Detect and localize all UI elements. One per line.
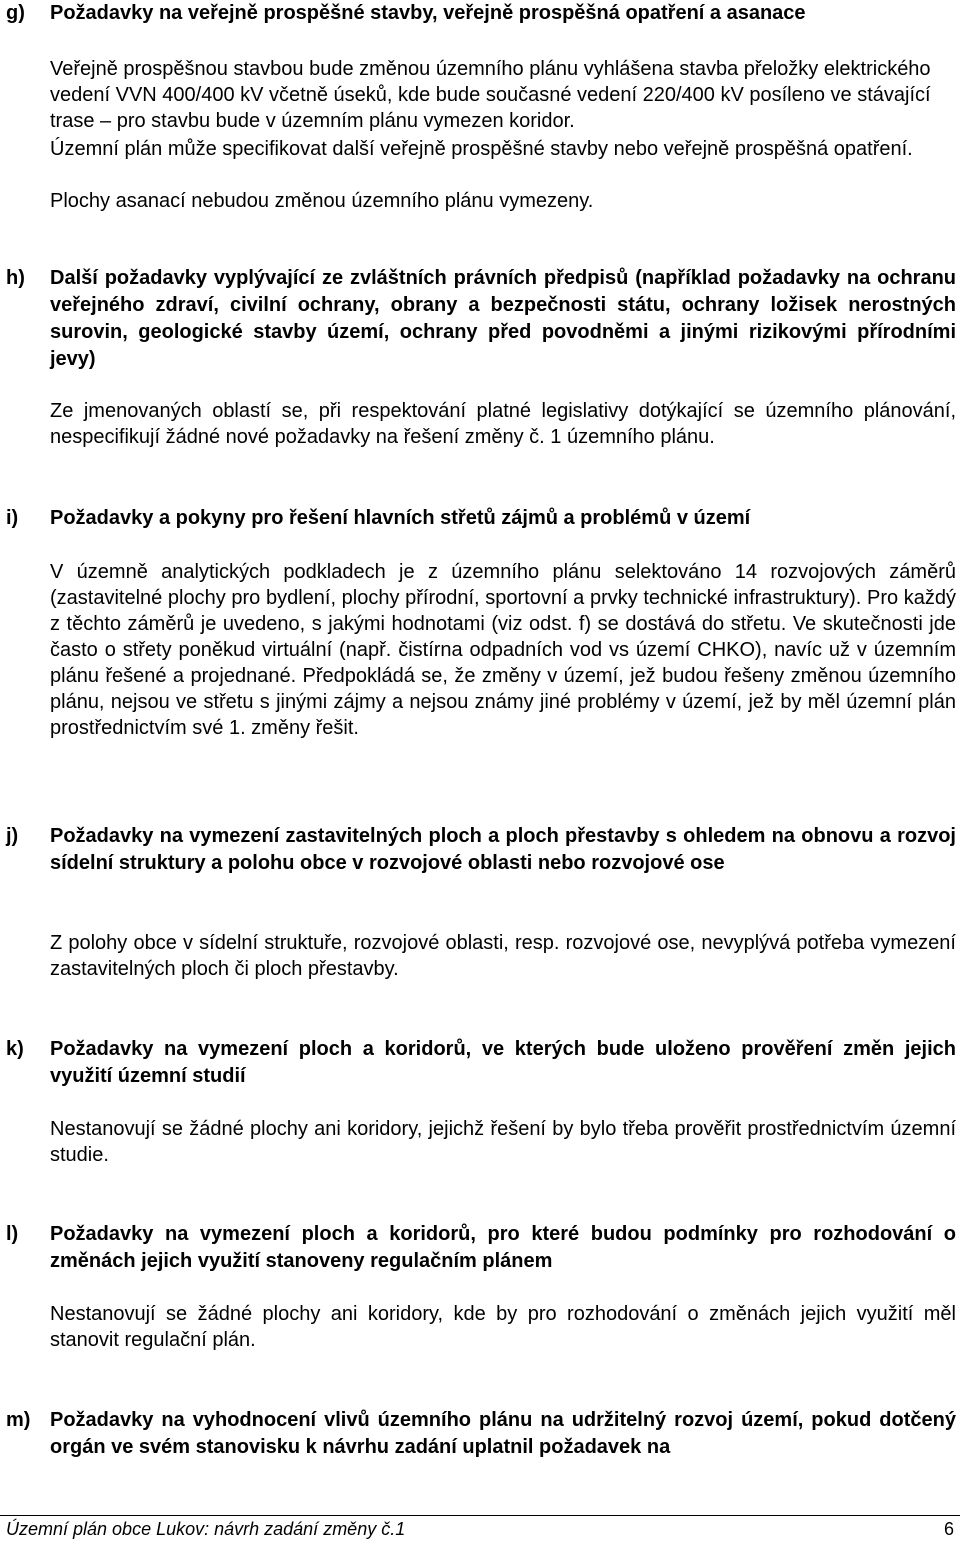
paragraph: Nestanovují se žádné plochy ani koridory, kde by pro rozhodování o změnách jejich využití měl stanovit regulační plán. [50,1303,956,1351]
section-heading: Požadavky na veřejně prospěšné stavby, veřejně prospěšná opatření a asanace [50,2,806,24]
section-letter: h) [6,267,25,289]
paragraph: Plochy asanací nebudou změnou územního plánu vymezeny. [50,190,594,212]
paragraph: Nestanovují se žádné plochy ani koridory, jejichž řešení by bylo třeba prověřit prostřednictvím územní studie. [50,1118,956,1166]
section-heading: Požadavky a pokyny pro řešení hlavních střetů zájmů a problémů v území [50,507,751,529]
section-letter: m) [6,1409,31,1431]
paragraph: V územně analytických podkladech je z územního plánu selektováno 14 rozvojových záměrů (zastavitelné plochy pro bydlení, plochy přírodní, sportovní a prvky technické infrastruktury). Pro každý z těchto záměrů je uvedeno, s jakými hodnotami (viz odst. f) se dostává do střetu. Ve skutečnosti jde často o střety poněkud virtuální (např. čistírna odpadních vod vs území CHKO), navíc už v územním plánu řešené a projednané. Předpokládá se, že změny v území, jež budou řešeny změnou územního plánu, nejsou ve střetu s jinými zájmy a nejsou známy jiné problémy v území, jež by měl územní plán prostřednictvím své 1. změny řešit. [50,561,956,739]
page-number: 6 [943,1519,954,1539]
section-heading: Požadavky na vymezení zastavitelných ploch a ploch přestavby s ohledem na obnovu a rozvoj sídelní struktury a polohu obce v rozvojové oblasti nebo rozvojové ose [50,825,956,874]
footer-title: Územní plán obce Lukov: návrh zadání změny č.1 [6,1519,406,1539]
section-letter: k) [6,1038,24,1060]
section-heading: Požadavky na vymezení ploch a koridorů, pro které budou podmínky pro rozhodování o změnách jejich využití stanoveny regulačním plánem [50,1223,956,1272]
section-heading: Požadavky na vyhodnocení vlivů územního plánu na udržitelný rozvoj území, pokud dotčený orgán ve svém stanovisku k návrhu zadání uplatnil požadavek na [50,1409,956,1458]
section-letter: l) [6,1223,19,1245]
footer-divider [0,1515,960,1516]
paragraph: Ze jmenovaných oblastí se, při respektování platné legislativy dotýkající se územního plánování, nespecifikují žádné nové požadavky na řešení změny č. 1 územního plánu. [50,400,956,448]
section-letter: g) [6,2,25,24]
paragraph: Veřejně prospěšnou stavbou bude změnou územního plánu vyhlášena stavba přeložky elektrického vedení VVN 400/400 kV včetně úseků, kde bude současné vedení 220/400 kV posíleno ve stávající trase – pro stavbu bude v územním plánu vymezen koridor. [50,58,931,132]
section-letter: i) [6,507,19,529]
section-letter: j) [6,825,19,847]
section-heading: Požadavky na vymezení ploch a koridorů, ve kterých bude uloženo prověření změn jejich využití územní studií [50,1038,956,1087]
section-heading: Další požadavky vyplývající ze zvláštních právních předpisů (například požadavky na ochranu veřejného zdraví, civilní ochrany, obrany a bezpečnosti státu, ochrany ložisek nerostných surovin, geologické stavby území, ochrany před povodněmi a jinými rizikovými přírodními jevy) [50,267,956,370]
paragraph: Územní plán může specifikovat další veřejně prospěšné stavby nebo veřejně prospěšná opatření. [50,138,913,160]
paragraph: Z polohy obce v sídelní struktuře, rozvojové oblasti, resp. rozvojové ose, nevyplývá potřeba vymezení zastavitelných ploch či ploch přestavby. [50,932,956,980]
